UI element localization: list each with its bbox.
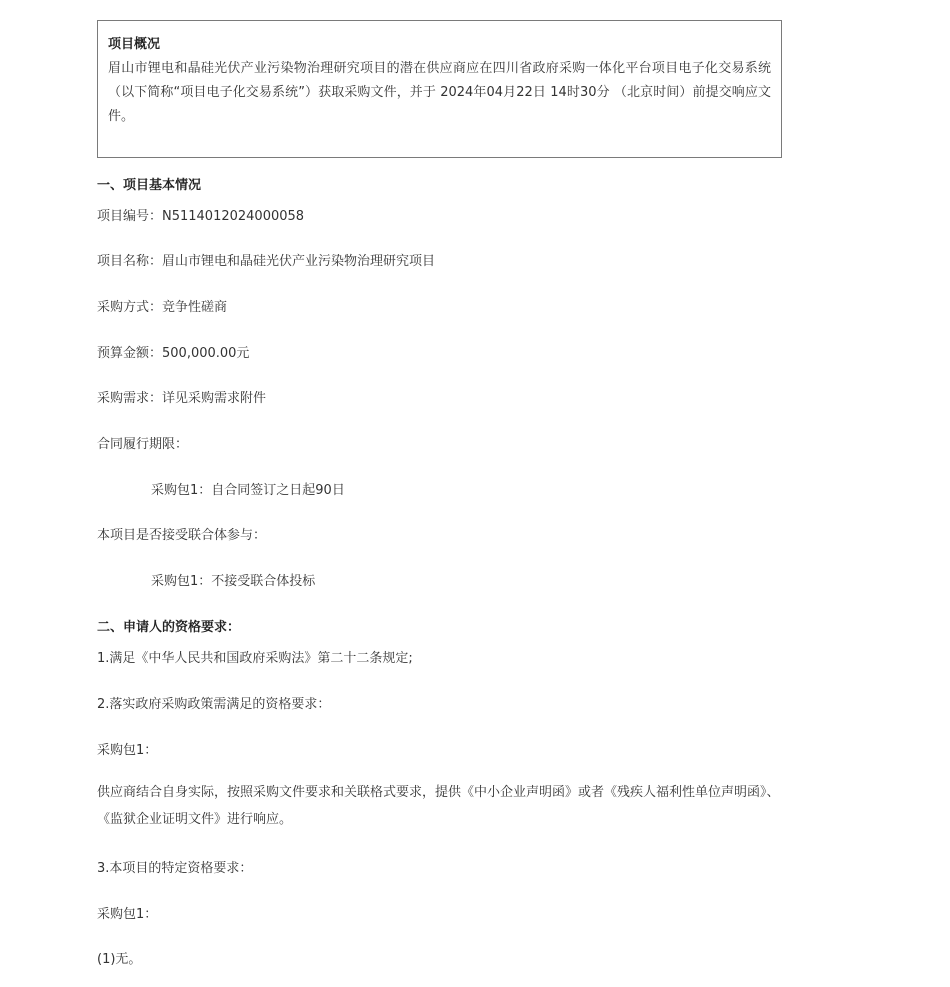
budget-amount: 预算金额：500,000.00元 <box>97 346 250 361</box>
package-1-label-special: 采购包1： <box>97 907 158 922</box>
policy-paragraph: 供应商结合自身实际，按照采购文件要求和关联格式要求，提供《中小企业声明函》或者《残疾人福利性单位声明函》、《监狱企业证明文件》进行响应。 <box>97 785 780 827</box>
overview-text: 眉山市锂电和晶硅光伏产业污染物治理研究项目的潜在供应商应在四川省政府采购一体化平台项目电子化交易系统（以下简称“项目电子化交易系统”）获取采购文件，并于 2024年04月22日 14时30分 （北京时间）前提交响应文件。 <box>108 61 771 124</box>
contract-period-item: 采购包1：自合同签订之日起90日 <box>151 483 345 498</box>
consortium-item: 采购包1：不接受联合体投标 <box>151 574 316 589</box>
section-basic-info-heading: 一、项目基本情况 <box>97 178 202 193</box>
qualification-item-1: 1.满足《中华人民共和国政府采购法》第二十二条规定; <box>97 651 413 666</box>
project-number: 项目编号：N5114012024000058 <box>97 209 305 224</box>
contract-period-label: 合同履行期限： <box>97 437 189 452</box>
project-name: 项目名称：眉山市锂电和晶硅光伏产业污染物治理研究项目 <box>97 254 436 269</box>
section-qualification-heading: 二、申请人的资格要求： <box>97 620 241 635</box>
procurement-method: 采购方式：竞争性磋商 <box>97 300 228 315</box>
package-1-label: 采购包1： <box>97 743 158 758</box>
consortium-label: 本项目是否接受联合体参与： <box>97 528 267 543</box>
overview-title: 项目概况 <box>108 37 161 52</box>
special-requirement: (1)无。 <box>97 952 142 967</box>
qualification-item-2: 2.落实政府采购政策需满足的资格要求： <box>97 697 331 712</box>
procurement-demand: 采购需求：详见采购需求附件 <box>97 391 267 406</box>
project-overview-box <box>97 20 782 158</box>
qualification-item-3: 3.本项目的特定资格要求： <box>97 861 253 876</box>
